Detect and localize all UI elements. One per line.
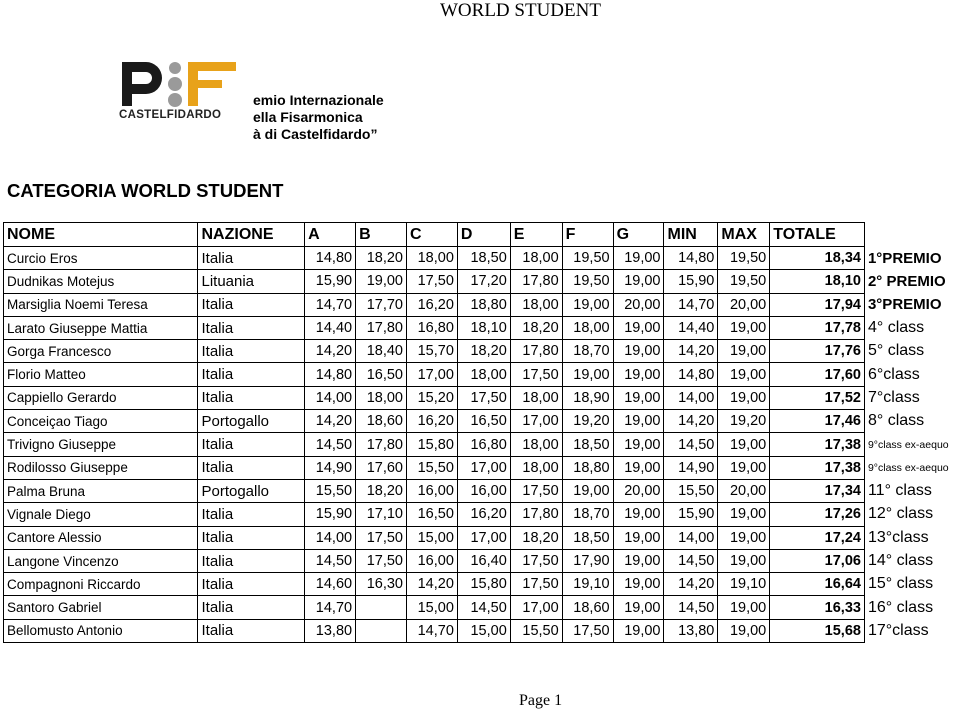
cell-classification: 15° class [867, 575, 934, 593]
cell-f: 18,50 [562, 526, 613, 549]
cell-nation: Italia [198, 316, 305, 339]
cell-g: 19,00 [613, 456, 664, 479]
cell-g: 19,00 [613, 316, 664, 339]
cell-c: 15,00 [406, 596, 457, 619]
cell-d: 17,00 [457, 526, 510, 549]
cell-nation: Italia [198, 386, 305, 409]
cell-min: 14,50 [664, 596, 718, 619]
cell-g: 20,00 [613, 293, 664, 316]
cell-max: 19,00 [718, 386, 770, 409]
cell-d: 15,80 [457, 573, 510, 596]
cell-min: 14,40 [664, 316, 718, 339]
cell-d: 17,00 [457, 456, 510, 479]
cell-d: 16,80 [457, 433, 510, 456]
cell-min: 14,70 [664, 293, 718, 316]
cell-max: 19,00 [718, 549, 770, 572]
org-line-2: ella Fisarmonica [253, 109, 363, 125]
cell-total: 16,33 [770, 596, 865, 619]
results-table [3, 222, 960, 643]
cell-name: Larato Giuseppe Mattia [4, 316, 198, 339]
cell-e: 17,80 [510, 270, 562, 293]
cell-f: 19,50 [562, 270, 613, 293]
cell-name: Cantore Alessio [4, 526, 198, 549]
cell-g: 19,00 [613, 270, 664, 293]
cell-max: 19,50 [718, 270, 770, 293]
logo-dots [168, 62, 182, 107]
cell-classification: 4° class [867, 319, 925, 337]
cell-a: 13,80 [305, 619, 356, 642]
cell-f: 18,00 [562, 316, 613, 339]
table-row [4, 456, 960, 479]
cell-g: 19,00 [613, 410, 664, 433]
cell-c: 16,20 [406, 293, 457, 316]
cell-f: 19,00 [562, 363, 613, 386]
column-header-e: E [510, 223, 562, 247]
cell-nation: Italia [198, 433, 305, 456]
cell-b: 17,80 [356, 433, 407, 456]
cell-e: 17,80 [510, 340, 562, 363]
table-row [4, 293, 960, 316]
cell-f: 19,00 [562, 293, 613, 316]
cell-e: 17,50 [510, 479, 562, 502]
cell-name: Rodilosso Giuseppe [4, 456, 198, 479]
cell-nation: Italia [198, 549, 305, 572]
cell-total: 18,10 [770, 270, 865, 293]
category-title: CATEGORIA WORLD STUDENT [7, 180, 284, 201]
cell-c: 15,70 [406, 340, 457, 363]
cell-e: 15,50 [510, 619, 562, 642]
cell-c: 16,00 [406, 549, 457, 572]
cell-c: 15,20 [406, 386, 457, 409]
logo-brand-text: CASTELFIDARDO [119, 109, 222, 121]
cell-e: 18,00 [510, 386, 562, 409]
cell-g: 19,00 [613, 503, 664, 526]
org-line-1: emio Internazionale [253, 92, 384, 108]
cell-e: 17,00 [510, 410, 562, 433]
cell-nation: Italia [198, 573, 305, 596]
cell-min: 14,00 [664, 526, 718, 549]
cell-a: 14,20 [305, 340, 356, 363]
cell-name: Curcio Eros [4, 247, 198, 270]
cell-d: 17,20 [457, 270, 510, 293]
cell-d: 16,20 [457, 503, 510, 526]
cell-b: 18,20 [356, 479, 407, 502]
cell-d: 18,00 [457, 363, 510, 386]
table-row [4, 363, 960, 386]
cell-c: 16,00 [406, 479, 457, 502]
cell-total: 17,94 [770, 293, 865, 316]
cell-total: 17,24 [770, 526, 865, 549]
cell-min: 15,90 [664, 503, 718, 526]
column-header-f: F [562, 223, 613, 247]
table-row [4, 619, 960, 642]
page-footer: Page 1 [519, 692, 563, 709]
cell-e: 17,00 [510, 596, 562, 619]
cell-a: 14,00 [305, 526, 356, 549]
cell-b: 17,60 [356, 456, 407, 479]
cell-max: 19,10 [718, 573, 770, 596]
cell-e: 17,80 [510, 503, 562, 526]
cell-b: 19,00 [356, 270, 407, 293]
cell-a: 15,90 [305, 503, 356, 526]
cell-classification: 13°class [867, 528, 929, 546]
cell-d: 18,80 [457, 293, 510, 316]
table-body [4, 247, 960, 643]
cell-g: 19,00 [613, 386, 664, 409]
cell-min: 15,90 [664, 270, 718, 293]
cell-nation: Portogallo [198, 479, 305, 502]
table-row [4, 479, 960, 502]
cell-g: 19,00 [613, 549, 664, 572]
cell-g: 19,00 [613, 596, 664, 619]
cell-classification: 11° class [867, 482, 932, 500]
cell-classification: 2° PREMIO [867, 272, 946, 290]
cell-c: 18,00 [406, 247, 457, 270]
cell-b: 17,10 [356, 503, 407, 526]
cell-a: 14,00 [305, 386, 356, 409]
cell-total: 18,34 [770, 247, 865, 270]
cell-name: Gorga Francesco [4, 340, 198, 363]
cell-c: 16,80 [406, 316, 457, 339]
cell-e: 18,00 [510, 293, 562, 316]
cell-c: 15,00 [406, 526, 457, 549]
cell-name: Cappiello Gerardo [4, 386, 198, 409]
cell-b: 18,00 [356, 386, 407, 409]
cell-total: 17,26 [770, 503, 865, 526]
cell-d: 15,00 [457, 619, 510, 642]
cell-min: 15,50 [664, 479, 718, 502]
cell-nation: Italia [198, 526, 305, 549]
cell-d: 14,50 [457, 596, 510, 619]
cell-d: 16,00 [457, 479, 510, 502]
cell-g: 19,00 [613, 573, 664, 596]
cell-c: 14,20 [406, 573, 457, 596]
cell-total: 17,60 [770, 363, 865, 386]
cell-b: 17,50 [356, 549, 407, 572]
cell-min: 14,20 [664, 573, 718, 596]
cell-max: 20,00 [718, 293, 770, 316]
cell-classification: 7°class [867, 388, 920, 406]
page-header-title: WORLD STUDENT [440, 0, 601, 21]
cell-classification: 17°class [867, 621, 929, 639]
table-row [4, 526, 960, 549]
cell-classification: 12° class [867, 505, 934, 523]
cell-total: 17,38 [770, 433, 865, 456]
cell-classification: 5° class [867, 342, 925, 360]
cell-a: 15,90 [305, 270, 356, 293]
cell-b: 17,70 [356, 293, 407, 316]
cell-nation: Italia [198, 247, 305, 270]
cell-b: 16,30 [356, 573, 407, 596]
column-header-nazione: NAZIONE [198, 223, 305, 247]
cell-c: 17,00 [406, 363, 457, 386]
table-row [4, 247, 960, 270]
cell-f: 18,70 [562, 503, 613, 526]
cell-e: 18,00 [510, 247, 562, 270]
table-row [4, 386, 960, 409]
cell-max: 19,00 [718, 363, 770, 386]
cell-e: 17,50 [510, 363, 562, 386]
cell-f: 18,80 [562, 456, 613, 479]
cell-b: 17,50 [356, 526, 407, 549]
table-row [4, 270, 960, 293]
cell-c: 16,50 [406, 503, 457, 526]
cell-name: Compagnoni Riccardo [4, 573, 198, 596]
cell-nation: Italia [198, 503, 305, 526]
cell-a: 14,80 [305, 247, 356, 270]
table-row [4, 340, 960, 363]
cell-g: 19,00 [613, 340, 664, 363]
column-header-a: A [305, 223, 356, 247]
cell-b [356, 619, 407, 642]
cell-a: 14,50 [305, 433, 356, 456]
cell-min: 13,80 [664, 619, 718, 642]
cell-name: Bellomusto Antonio [4, 619, 198, 642]
cell-f: 18,90 [562, 386, 613, 409]
cell-min: 14,90 [664, 456, 718, 479]
cell-e: 18,00 [510, 456, 562, 479]
cell-max: 19,00 [718, 596, 770, 619]
cell-a: 15,50 [305, 479, 356, 502]
cell-a: 14,60 [305, 573, 356, 596]
cell-total: 17,38 [770, 456, 865, 479]
cell-total: 15,68 [770, 619, 865, 642]
cell-total: 17,06 [770, 549, 865, 572]
table-row [4, 596, 960, 619]
cell-total: 17,34 [770, 479, 865, 502]
cell-f: 19,50 [562, 247, 613, 270]
cell-e: 18,20 [510, 316, 562, 339]
table-row [4, 573, 960, 596]
cell-g: 19,00 [613, 526, 664, 549]
cell-max: 19,00 [718, 619, 770, 642]
cell-max: 19,00 [718, 503, 770, 526]
column-header-min: MIN [664, 223, 718, 247]
cell-name: Florio Matteo [4, 363, 198, 386]
cell-min: 14,20 [664, 340, 718, 363]
cell-classification: 16° class [867, 598, 934, 616]
column-header-b: B [356, 223, 407, 247]
cell-g: 19,00 [613, 247, 664, 270]
cell-c: 17,50 [406, 270, 457, 293]
org-line-3: à di Castelfidardo” [253, 126, 378, 142]
cell-f: 17,50 [562, 619, 613, 642]
cell-a: 14,20 [305, 410, 356, 433]
cell-min: 14,80 [664, 247, 718, 270]
table-row [4, 549, 960, 572]
cell-b [356, 596, 407, 619]
cell-classification: 9°class ex-aequo [867, 438, 949, 451]
cell-f: 19,10 [562, 573, 613, 596]
cell-c: 15,80 [406, 433, 457, 456]
cell-name: Trivigno Giuseppe [4, 433, 198, 456]
logo-p-mark [122, 62, 162, 106]
cell-a: 14,50 [305, 549, 356, 572]
table-header-row [4, 223, 960, 247]
cell-a: 14,90 [305, 456, 356, 479]
column-header-d: D [457, 223, 510, 247]
cell-f: 18,70 [562, 340, 613, 363]
cell-nation: Italia [198, 456, 305, 479]
cell-a: 14,70 [305, 293, 356, 316]
cell-name: Vignale Diego [4, 503, 198, 526]
cell-total: 17,76 [770, 340, 865, 363]
cell-classification: 8° class [867, 412, 925, 430]
cell-e: 17,50 [510, 549, 562, 572]
cell-total: 16,64 [770, 573, 865, 596]
cell-d: 18,10 [457, 316, 510, 339]
cell-d: 16,40 [457, 549, 510, 572]
column-header-nome: NOME [4, 223, 198, 247]
cell-a: 14,80 [305, 363, 356, 386]
cell-c: 14,70 [406, 619, 457, 642]
cell-max: 19,00 [718, 526, 770, 549]
cell-classification: 1°PREMIO [867, 249, 942, 267]
cell-min: 14,50 [664, 433, 718, 456]
cell-min: 14,50 [664, 549, 718, 572]
cell-g: 19,00 [613, 433, 664, 456]
cell-max: 19,20 [718, 410, 770, 433]
column-header-totale: TOTALE [770, 223, 865, 247]
cell-f: 18,50 [562, 433, 613, 456]
cell-f: 17,90 [562, 549, 613, 572]
cell-e: 18,20 [510, 526, 562, 549]
cell-c: 15,50 [406, 456, 457, 479]
cell-d: 18,20 [457, 340, 510, 363]
column-header-g: G [613, 223, 664, 247]
organization-name [253, 92, 384, 143]
cell-nation: Italia [198, 619, 305, 642]
cell-b: 18,40 [356, 340, 407, 363]
cell-min: 14,20 [664, 410, 718, 433]
cell-c: 16,20 [406, 410, 457, 433]
cell-a: 14,70 [305, 596, 356, 619]
cell-max: 20,00 [718, 479, 770, 502]
cell-classification: 3°PREMIO [867, 296, 942, 314]
cell-name: Conceiçao Tiago [4, 410, 198, 433]
cell-name: Dudnikas Motejus [4, 270, 198, 293]
cell-g: 19,00 [613, 363, 664, 386]
table-row [4, 316, 960, 339]
cell-g: 20,00 [613, 479, 664, 502]
cell-total: 17,78 [770, 316, 865, 339]
table-row [4, 433, 960, 456]
cell-nation: Italia [198, 596, 305, 619]
cell-f: 19,20 [562, 410, 613, 433]
column-header-classification [864, 223, 959, 247]
cell-name: Marsiglia Noemi Teresa [4, 293, 198, 316]
cell-d: 17,50 [457, 386, 510, 409]
cell-e: 18,00 [510, 433, 562, 456]
cell-d: 16,50 [457, 410, 510, 433]
cell-nation: Portogallo [198, 410, 305, 433]
column-header-max: MAX [718, 223, 770, 247]
cell-max: 19,00 [718, 316, 770, 339]
cell-classification: 6°class [867, 365, 920, 383]
table-row [4, 410, 960, 433]
cell-nation: Italia [198, 293, 305, 316]
logo-f-mark [188, 62, 236, 106]
cell-min: 14,80 [664, 363, 718, 386]
cell-max: 19,00 [718, 456, 770, 479]
cell-max: 19,00 [718, 433, 770, 456]
cell-nation: Italia [198, 340, 305, 363]
cell-g: 19,00 [613, 619, 664, 642]
cell-min: 14,00 [664, 386, 718, 409]
cell-a: 14,40 [305, 316, 356, 339]
column-header-c: C [406, 223, 457, 247]
cell-classification: 14° class [867, 552, 934, 569]
cell-f: 18,60 [562, 596, 613, 619]
cell-max: 19,00 [718, 340, 770, 363]
cell-b: 18,20 [356, 247, 407, 270]
cell-name: Palma Bruna [4, 479, 198, 502]
cell-b: 18,60 [356, 410, 407, 433]
cell-max: 19,50 [718, 247, 770, 270]
cell-f: 19,00 [562, 479, 613, 502]
cell-e: 17,50 [510, 573, 562, 596]
cell-b: 17,80 [356, 316, 407, 339]
cell-total: 17,52 [770, 386, 865, 409]
cell-nation: Italia [198, 363, 305, 386]
cell-total: 17,46 [770, 410, 865, 433]
cell-d: 18,50 [457, 247, 510, 270]
cell-nation: Lituania [198, 270, 305, 293]
cell-b: 16,50 [356, 363, 407, 386]
table-row [4, 503, 960, 526]
cell-name: Santoro Gabriel [4, 596, 198, 619]
cell-classification: 9°class ex-aequo [867, 461, 949, 474]
cell-name: Langone Vincenzo [4, 549, 198, 572]
